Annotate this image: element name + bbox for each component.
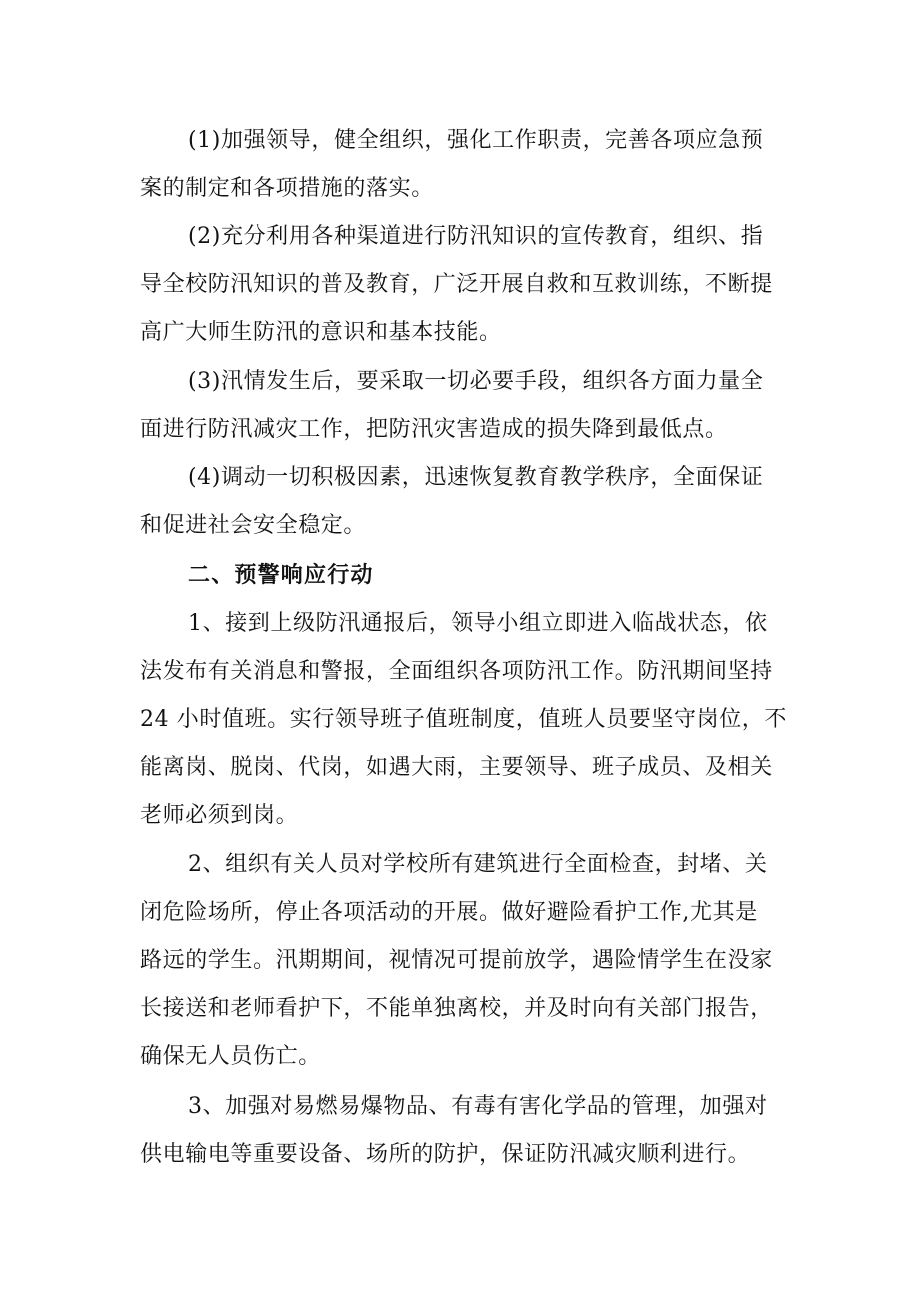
paragraph-2-line-2: 导全校防汛知识的普及教育，广泛开展自救和互救训练，不断提 <box>140 272 773 297</box>
paragraph-7-line-1: 3、加强对易燃易爆物品、有毒有害化学品的管理，加强对 <box>188 1094 768 1119</box>
paragraph-4-line-1: (4)调动一切积极因素，迅速恢复教育教学秩序，全面保证 <box>188 465 764 490</box>
paragraph-7-line-2: 供电输电等重要设备、场所的防护，保证防汛减灾顺利进行。 <box>140 1142 751 1167</box>
paragraph-6-line-3: 路远的学生。汛期期间，视情况可提前放学，遇险情学生在没家 <box>140 948 773 973</box>
section-heading: 二、预警响应行动 <box>188 563 374 588</box>
paragraph-1-line-2: 案的制定和各项措施的落实。 <box>140 176 434 201</box>
paragraph-1-line-1: (1)加强领导，健全组织，强化工作职责，完善各项应急预 <box>188 128 764 153</box>
paragraph-2-line-1: (2)充分利用各种渠道进行防汛知识的宣传教育，组织、指 <box>188 224 764 249</box>
paragraph-5-line-4: 能离岗、脱岗、代岗，如遇大雨，主要领导、班子成员、及相关 <box>140 755 773 780</box>
paragraph-5-line-3: 24 小时值班。实行领导班子值班制度，值班人员要坚守岗位，不 <box>140 707 787 732</box>
paragraph-6-line-2: 闭危险场所，停止各项活动的开展。做好避险看护工作,尤其是 <box>140 900 758 925</box>
paragraph-5-line-1: 1、接到上级防汛通报后，领导小组立即进入临战状态，依 <box>188 611 768 636</box>
paragraph-6-line-4: 长接送和老师看护下，不能单独离校，并及时向有关部门报告， <box>140 996 773 1021</box>
paragraph-6-line-5: 确保无人员伤亡。 <box>140 1044 321 1069</box>
paragraph-4-line-2: 和促进社会安全稳定。 <box>140 513 367 538</box>
paragraph-2-line-3: 高广大师生防汛的意识和基本技能。 <box>140 320 502 345</box>
paragraph-6-line-1: 2、组织有关人员对学校所有建筑进行全面检查，封堵、关 <box>188 852 768 877</box>
paragraph-3-line-2: 面进行防汛减灾工作，把防汛灾害造成的损失降到最低点。 <box>140 417 728 442</box>
paragraph-5-line-5: 老师必须到岗。 <box>140 803 299 828</box>
paragraph-5-line-2: 法发布有关消息和警报，全面组织各项防汛工作。防汛期间坚持 <box>140 659 773 684</box>
paragraph-3-line-1: (3)汛情发生后，要采取一切必要手段，组织各方面力量全 <box>188 369 764 394</box>
